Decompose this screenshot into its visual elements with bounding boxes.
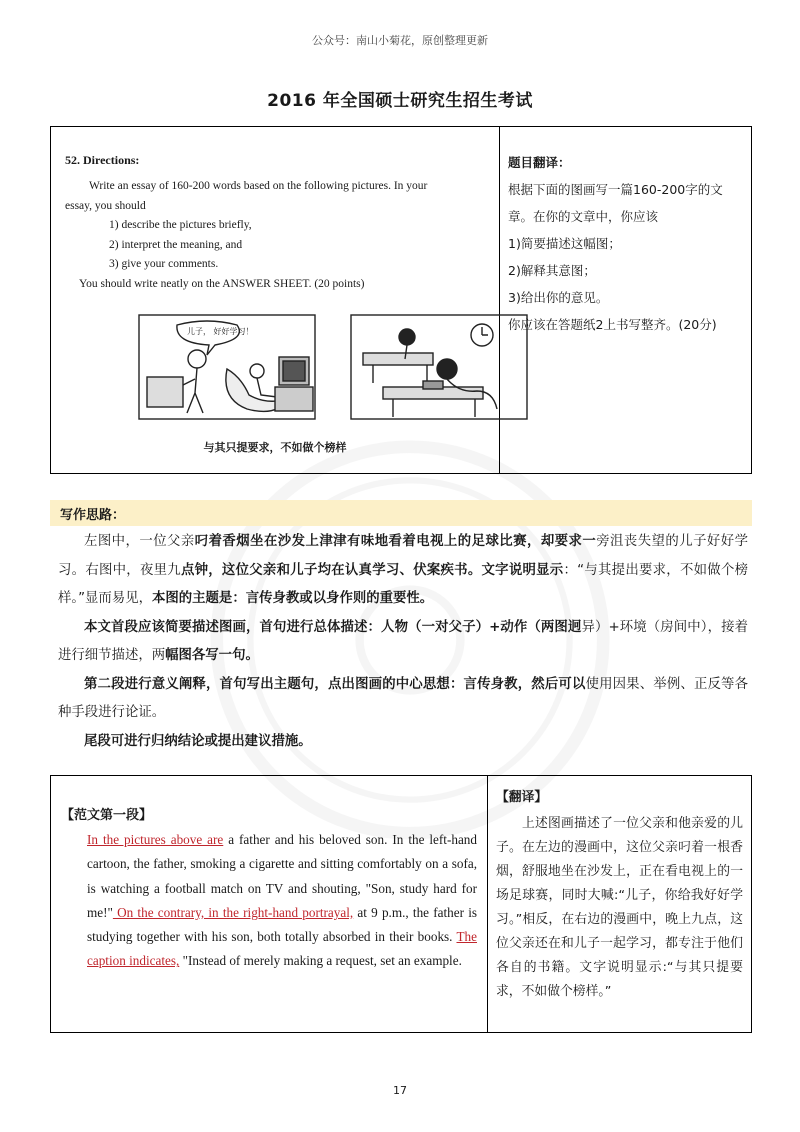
page-number: 17 xyxy=(393,1084,407,1097)
writing-ideas-body xyxy=(58,528,748,756)
ideas-paragraph xyxy=(58,728,748,757)
directions-title: 52. Directions: xyxy=(65,153,140,167)
exam-directions-cell xyxy=(51,127,500,473)
ideas-bold-text: 点钟，这位父亲和儿子均在认真学习、伏案疾书。文字说明显示 xyxy=(180,562,564,578)
directions-line: essay, you should xyxy=(65,199,146,212)
ideas-bold-text: 尾段可进行归纳结论或提出建议措施。 xyxy=(84,733,312,749)
essay-translation-cell xyxy=(488,776,751,1032)
ideas-bold-text: 叼着香烟坐在沙发上津津有味地看着电视上的足球比赛，却要求一 xyxy=(194,534,597,549)
translation-line: 2)解释其意图； xyxy=(508,263,596,278)
translation-line: 你应该在答题纸2上书写整齐。(20分) xyxy=(508,317,717,332)
directions-requirement: You should write neatly on the ANSWER SHEET. (20 points) xyxy=(79,277,365,290)
exam-question-table xyxy=(50,126,752,474)
translation-line: 根据下面的图画写一篇160-200字的文章。在你的文章中，你应该 xyxy=(508,182,723,224)
essay-text: "Instead of merely making a request, set an example. xyxy=(179,953,462,969)
essay-paragraph xyxy=(87,828,477,974)
essay-translation-heading: 【翻译】 xyxy=(496,790,548,805)
sample-essay-table xyxy=(50,775,752,1033)
directions-item: 1) describe the pictures briefly, xyxy=(109,219,252,231)
ideas-bold-text: 第二段进行意义阐释，首句写出主题句，点出图画的中心思想：言传身教，然后可以 xyxy=(84,676,586,692)
translation-title: 题目翻译： xyxy=(508,155,571,170)
translation-line: 3)给出你的意见。 xyxy=(508,290,609,305)
essay-highlight: In the pictures above are xyxy=(87,832,224,847)
essay-highlight: The caption indicates, xyxy=(87,929,477,969)
ideas-bold-text: 本文首段应该简要描述图画，首句进行总体描述：人物（一对父子）+动作（两图迥 xyxy=(84,619,582,635)
writing-ideas-heading-bar xyxy=(50,500,752,526)
svg-text:儿子， 好好学习！ xyxy=(187,326,254,337)
speech-bubble-text: 儿子， 好好学习！ xyxy=(187,327,254,336)
header-note: 公众号：南山小菊花，原创整理更新 xyxy=(312,34,488,47)
essay-text: at 9 p.m., the father is studying together with his son, both totally absorbed in their books. xyxy=(87,904,477,945)
ideas-paragraph xyxy=(58,528,748,614)
directions-line: Write an essay of 160-200 words based on the following pictures. In your xyxy=(89,180,428,192)
ideas-text: 异）+环境（房间中），接着进行细节描述，两 xyxy=(58,619,748,663)
ideas-text: ：“与其提出要求，不如做个榜样。”显而易见， xyxy=(58,562,749,606)
ideas-bold-text: 本图的主题是：言传身教或以身作则的重要性。 xyxy=(151,591,434,606)
exam-translation-cell xyxy=(500,127,751,473)
essay-text: a father and his beloved son. In the left-hand cartoon, the father, smoking a cigarette and sitting comfortably on a sofa, is watching a football match on TV and shouting, "Son, study hard for me!" xyxy=(87,832,477,920)
directions-item: 3) give your comments. xyxy=(109,258,219,270)
essay-highlight: On the contrary, in the right-hand portrayal, xyxy=(112,904,354,920)
ideas-paragraph xyxy=(58,614,748,671)
ideas-text: 左图中，一位父亲 xyxy=(84,534,195,549)
ideas-bold-text: 幅图各写一句。 xyxy=(165,648,259,663)
directions-body xyxy=(65,177,489,294)
ideas-text: 旁沮丧失望的儿子好好学习。右图中，夜里九 xyxy=(58,534,749,578)
directions-item: 2) interpret the meaning, and xyxy=(109,238,243,251)
writing-ideas-heading: 写作思路： xyxy=(60,508,126,523)
page-title: 2016 年全国硕士研究生招生考试 xyxy=(267,91,533,111)
essay-translation-body: 上述图画描述了一位父亲和他亲爱的儿子。在左边的漫画中，这位父亲叼着一根香烟，舒服地坐在沙发上，正在看电视上的一场足球赛，同时大喊:“儿子，你给我好好学习。”相反，在右边的漫画中，晚上九点，这位父亲还在和儿子一起学习，都专注于他们各自的书籍。文字说明显示:“与其只提要求，不如做个榜样。” xyxy=(496,816,743,999)
essay-heading: 【范文第一段】 xyxy=(61,808,153,823)
cartoon-caption: 与其只提要求，不如做个榜样 xyxy=(203,441,347,454)
ideas-text: 使用因果、举例、正反等各种手段进行论证。 xyxy=(58,676,749,720)
essay-cell xyxy=(51,776,488,1032)
ideas-paragraph xyxy=(58,671,748,728)
translation-line: 1)简要描述这幅图； xyxy=(508,236,621,251)
cartoon-illustration xyxy=(137,313,529,421)
